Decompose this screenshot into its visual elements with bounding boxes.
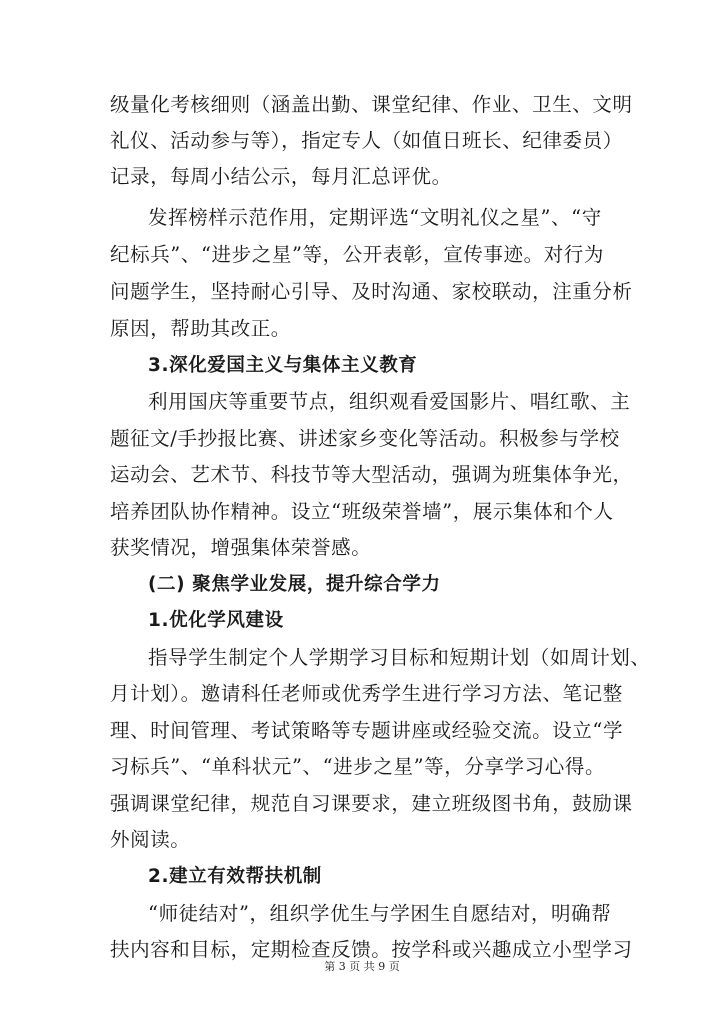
body-line: 习标兵”、“单科状元”、“进步之星”等，分享学习心得。 bbox=[110, 755, 606, 778]
body-line: 培养团队协作精神。设立“班级荣誉墙”，展示集体和个人 bbox=[110, 500, 614, 523]
body-line: 运动会、艺术节、科技节等大型活动，强调为班集体争光， bbox=[110, 463, 633, 486]
section-heading: 3.深化爱国主义与集体主义教育 bbox=[148, 355, 418, 376]
body-line: 题征文/手抄报比赛、讲述家乡变化等活动。积极参与学校 bbox=[110, 427, 620, 450]
body-line: 利用国庆等重要节点，组织观看爱国影片、唱红歌、主 bbox=[148, 390, 631, 413]
body-line: 发挥榜样示范作用，定期评选“文明礼仪之星”、“守 bbox=[148, 206, 602, 229]
page-number: 第 3 页 共 9 页 bbox=[324, 960, 400, 973]
section-heading: 1.优化学风建设 bbox=[148, 610, 284, 631]
body-line: 记录，每周小结公示，每月汇总评优。 bbox=[110, 165, 452, 188]
body-line: 扶内容和目标，定期检查反馈。按学科或兴趣成立小型学习 bbox=[110, 938, 633, 961]
body-line: 获奖情况，增强集体荣誉感。 bbox=[110, 536, 372, 559]
body-line: 级量化考核细则（涵盖出勤、课堂纪律、作业、卫生、文明 bbox=[110, 93, 633, 116]
body-line: 原因，帮助其改正。 bbox=[110, 317, 291, 340]
body-line: 问题学生，坚持耐心引导、及时沟通、家校联动，注重分析 bbox=[110, 280, 633, 303]
body-line: 纪标兵”、“进步之星”等，公开表彰，宣传事迹。对行为 bbox=[110, 243, 605, 266]
section-heading: 2.建立有效帮扶机制 bbox=[148, 866, 322, 887]
section-heading: (二) 聚焦学业发展，提升综合学力 bbox=[148, 574, 441, 595]
body-line: 强调课堂纪律，规范自习课要求，建立班级图书角，鼓励课 bbox=[110, 792, 633, 815]
body-line: 月计划）。邀请科任老师或优秀学生进行学习方法、笔记整 bbox=[110, 682, 623, 705]
body-line: “师徒结对”，组织学优生与学困生自愿结对，明确帮 bbox=[148, 902, 612, 925]
body-line: 外阅读。 bbox=[110, 828, 191, 851]
body-line: 理、时间管理、考试策略等专题讲座或经验交流。设立“学 bbox=[110, 719, 624, 742]
body-line: 指导学生制定个人学期学习目标和短期计划（如周计划、 bbox=[148, 646, 651, 669]
body-line: 礼仪、活动参与等），指定专人（如值日班长、纪律委员） bbox=[110, 129, 623, 152]
